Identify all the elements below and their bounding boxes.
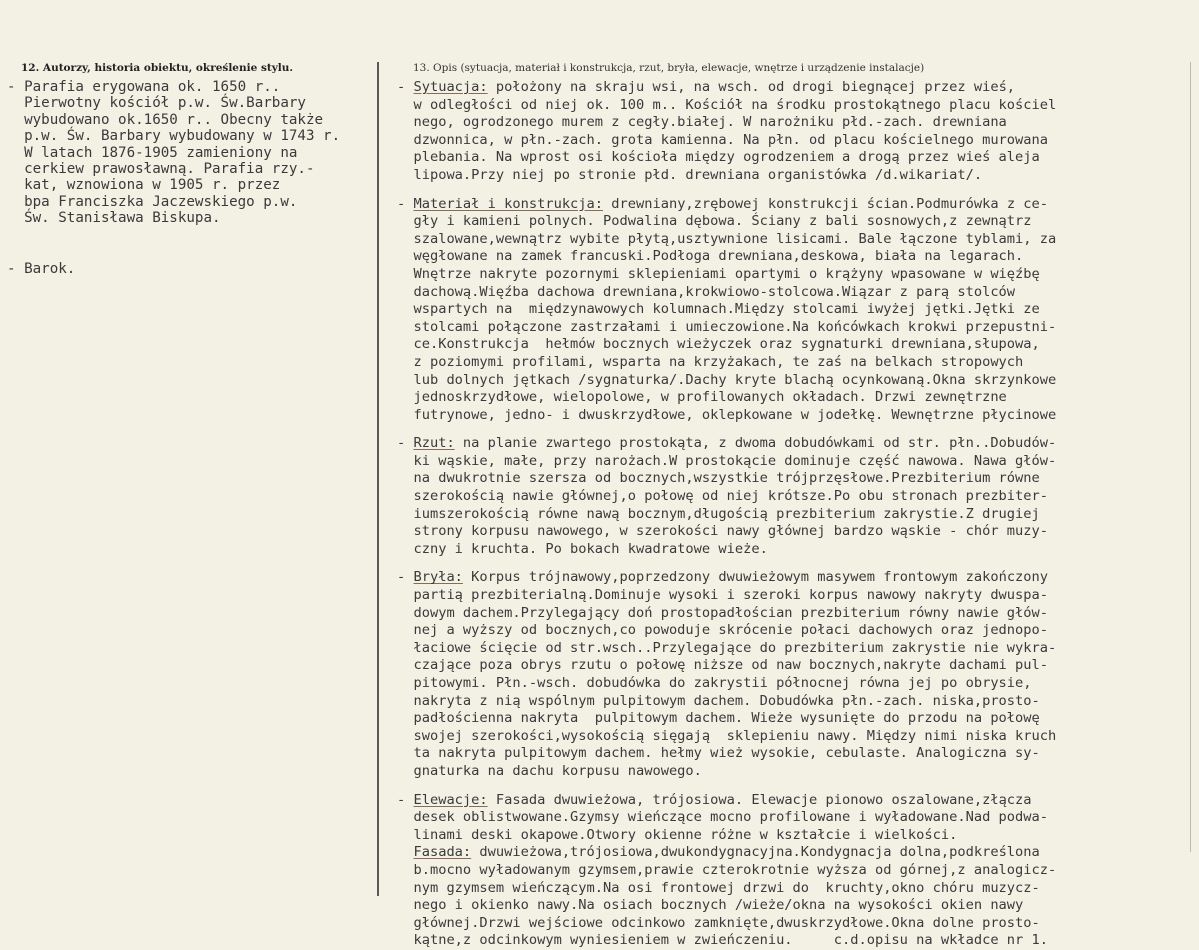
text-line: - Parafia erygowana ok. 1650 r.. xyxy=(7,79,281,95)
text-line: dzwonnica, w płn.-zach. grota kamienna. Na płn. od placu kościelnego murowana xyxy=(397,131,1049,148)
text-line: dwuwieżowa,trójosiowa,dwukondygnacyjna.Kondygnacja dolna,podkreślona xyxy=(471,844,1040,861)
column-divider xyxy=(377,62,379,896)
text-line: kątne,z odcinkowym wyniesieniem w zwieńczeniu. c.d.opisu na wkładce nr 1. xyxy=(397,932,1049,949)
text-line: gły i kamieni polnych. Podwalina dębowa. Ściany z bali sosnowych,z zewnątrz xyxy=(397,213,1032,230)
text-line: partią prezbiterialną.Dominuje wysoki i szeroki korpus nawowy nakryty dwuspa- xyxy=(397,587,1049,604)
style-block xyxy=(7,261,377,277)
text-line: strony korpusu nawowego, w szerokości nawy głównej bardzo wąskie - chór muzy- xyxy=(397,523,1049,540)
text-line: wspartych na międzynawowych kolumnach.Między stolcami iwyżej jętki.Jętki ze xyxy=(397,301,1040,318)
section-elewacje: - Elewacje: Fasada dwuwieżowa, trójosiowa. Elewacje pionowo oszalowane,złącza desek oblistwowane.Gzymsy wieńczące mocno profilowane i wyładowane.Nad podwa- linami deski okapowe.Otwory okienne różne w kształcie i wielkości. Fasada: dwuwieżowa,trójosiowa,dwukondygnacyjna.Kondygnacja dolna,podkreślona b.mocno wyładowanym gzymsem,prawie czterokrotnie wyższa od górnej,z analogicz- nym gzymsem wieńczącym.Na osi frontowej drzwi do kruchty,okno chóru muzycz- nego i okienko nawy.Na osiach bocznych /wieże/okna na wysokości okien nawy głównej.Drzwi wejściowe odcinkowo zamknięte,dwuskrzydłowe.Okna dolne prosto- kątne,z odcinkowym wyniesieniem w zwieńczeniu. c.d.opisu na wkładce nr 1. xyxy=(397,792,1193,950)
text-line: plebania. Na wprost osi kościoła między ogrodzeniem a drogą przez wieś aleja xyxy=(397,149,1040,166)
text-line: lipowa.Przy niej po stronie płd. drewniana organistówka /d.wikariat/. xyxy=(397,166,983,183)
text-line: węgłowane na zamek francuski.Podłoga drewniana,deskowa, biała na legarach. xyxy=(397,248,1024,265)
text-line: linami deski okapowe.Otwory okienne różne w kształcie i wielkości. xyxy=(397,826,958,843)
text-line: nego i okienko nawy.Na osiach bocznych /wieże/okna na wysokości okien nawy xyxy=(397,897,1024,914)
text-line: futrynowe, jedno- i dwuskrzydłowe, oklepkowane w jodełkę. Wewnętrzne płycinowe xyxy=(397,406,1057,423)
section-bryla: - Bryła: Korpus trójnawowy,poprzedzony dwuwieżowym masywem frontowym zakończony partią prezbiterialną.Dominuje wysoki i szeroki korpus nawowy nakryty dwuspa- dowym dachem.Przylegający doń prostopadłościan prezbiterium równy nawie głów- nej a wyższy od bocznych,co powoduje skrócenie połaci dachowych oraz jednopo- łaciowe ścięcie od str.wsch..Przylegające do prezbiterium zakrystie nie wykra- czające poza obrys rzutu o połowę niższe od naw bocznych,nakryte dachami pul- pitowymi. Płn.-wsch. dobudówka do zakrystii północnej równa jej po obrysie, nakryta z nią wspólnym pulpitowym dachem. Dobudówka płn.-zach. niska,prosto- padłościenna nakryta pulpitowym dachem. Wieże wysunięte do przodu na połowę swojej szerokości,wysokością sięgają sklepieniu nawy. Między nimi niska kruch ta nakryta pulpitowym dachem. hełmy wież wysokie, cebulaste. Analogiczna sy- gnaturka na dachu korpusu nawowego. xyxy=(397,569,1193,780)
text-line: nego, ogrodzonego murem z cegły.białej. W narożniku płd.-zach. drewniana xyxy=(397,114,1007,131)
text-line: na dwukrotnie szersza od bocznych,wszystkie trójprzęsłowe.Prezbiterium równe xyxy=(397,470,1040,487)
text-line: Wnętrze nakryte pozornymi sklepieniami opartymi o krążyny wpasowane w więźbę xyxy=(397,265,1040,282)
history-block xyxy=(7,79,377,227)
text-line: b.mocno wyładowanym gzymsem,prawie czterokrotnie wyższa od górnej,z analogicz- xyxy=(397,861,1057,878)
section-heading: Fasada: xyxy=(413,844,472,861)
text-line: iumszerokością równe nawą bocznym,długością prezbiterium zakrystie.Z drugiej xyxy=(397,505,1040,522)
text-line: szerokością nawie głównej,o połowę od niej krótsze.Po obu stronach prezbiter- xyxy=(397,488,1049,505)
text-line: nej a wyższy od bocznych,co powoduje skrócenie połaci dachowych oraz jednopo- xyxy=(397,622,1049,639)
text-line: czny i kruchta. Po bokach kwadratowe wieże. xyxy=(397,540,768,557)
section-heading: Sytuacja: xyxy=(413,79,488,95)
text-line: w odległości od niej ok. 100 m.. Kościół na środku prostokątnego placu kościel xyxy=(397,96,1057,113)
text-line: ki wąskie, małe, przy narożach.W prostokącie dominuje część nawowa. Nawa głów- xyxy=(397,452,1057,469)
text-line: czające poza obrys rzutu o połowę niższe od naw bocznych,nakryte dachami pul- xyxy=(397,657,1049,674)
text-line: Pierwotny kościół p.w. Św.Barbary xyxy=(7,95,306,112)
text-line: nym gzymsem wieńczącym.Na osi frontowej drzwi do kruchty,okno chóru muzycz- xyxy=(397,879,1040,896)
text-line: p.w. Św. Barbary wybudowany w 1743 r. xyxy=(7,128,341,145)
text-line: ce.Konstrukcja hełmów bocznych wieżyczek oraz sygnaturki drewniana,słupowa, xyxy=(397,336,1040,353)
text-line: lub dolnych jętkach /sygnaturka/.Dachy kryte blachą ocynkowaną.Okna skrzynkowe xyxy=(397,371,1057,388)
text-line: bpa Franciszka Jaczewskiego p.w. xyxy=(7,193,298,210)
text-line: szalowane,wewnątrz wybite płytą,usztywnione lisicami. Bale łączone tyblami, za xyxy=(397,230,1057,247)
text-line: na planie zwartego prostokąta, z dwoma dobudówkami od str. płn..Dobudów- xyxy=(454,435,1057,452)
left-column xyxy=(7,79,377,277)
text-line: - Barok. xyxy=(7,260,76,277)
text-line: Korpus trójnawowy,poprzedzony dwuwieżowym masywem frontowym zakończony xyxy=(462,569,1049,586)
text-line: ta nakryta pulpitowym dachem. hełmy wież wysokie, cebulaste. Analogiczna sy- xyxy=(397,745,1040,762)
text-line: głównej.Drzwi wejściowe odcinkowo zamknięte,dwuskrzydłowe.Okna dolne prosto- xyxy=(397,914,1040,931)
text-line: Fasada dwuwieżowa, trójosiowa. Elewacje pionowo oszalowane,złącza xyxy=(487,791,1032,808)
text-line: nakryta z nią wspólnym pulpitowym dachem. Dobudówka płn.-zach. niska,prosto- xyxy=(397,692,1040,709)
text-line: położony na skraju wsi, na wsch. od drogi biegnącej przez wieś, xyxy=(487,79,1016,95)
text-line: stolcami połączone zastrzałami i umieczowione.Na końcówkach krokwi przepustni- xyxy=(397,318,1057,335)
text-line: Św. Stanisława Biskupa. xyxy=(7,210,221,227)
left-column-header: 12. Autorzy, historia obiektu, określenie stylu. xyxy=(21,62,294,74)
text-line: swojej szerokości,wysokością sięgają sklepieniu nawy. Między nimi niska kruch xyxy=(397,727,1057,744)
section-heading: Materiał i konstrukcja: xyxy=(413,195,604,212)
text-line: padłościenna nakryta pulpitowym dachem. Wieże wysunięte do przodu na połowę xyxy=(397,710,1040,727)
section-heading: Elewacje: xyxy=(413,791,488,808)
text-line: wybudowano ok.1650 r.. Obecny także xyxy=(7,111,324,128)
text-line: dowym dachem.Przylegający doń prostopadłościan prezbiterium równy nawie głów- xyxy=(397,604,1049,621)
text-line: desek oblistwowane.Gzymsy wieńczące mocno profilowane i wyładowane.Nad podwa- xyxy=(397,809,1049,826)
text-line: łaciowe ścięcie od str.wsch..Przylegające do prezbiterium zakrystie nie wykra- xyxy=(397,639,1057,656)
section-material: - Materiał i konstrukcja: drewniany,zrębowej konstrukcji ścian.Podmurówka z ce- gły i kamieni polnych. Podwalina dębowa. Ściany z bali sosnowych,z zewnątrz szalowane,wewnątrz wybite płytą,usztywnione lisicami. Bale łączone tyblami, za węgłowane na zamek francuski.Podłoga drewniana,deskowa, biała na legarach. Wnętrze nakryte pozornymi sklepieniami opartymi o krążyny wpasowane w więźbę dachową.Więźba dachowa drewniana,krokwiowo-stolcowa.Wiązar z parą stolców wspartych na międzynawowych kolumnach.Między stolcami iwyżej jętki.Jętki ze stolcami połączone zastrzałami i umieczowione.Na końcówkach krokwi przepustni- ce.Konstrukcja hełmów bocznych wieżyczek oraz sygnaturki drewniana,słupowa, z poziomymi profilami, wsparta na krzyżakach, te zaś na belkach stropowych lub dolnych jętkach /sygnaturka/.Dachy kryte blachą ocynkowaną.Okna skrzynkowe jednoskrzydłowe, wielopolowe, w profilowanych okładach. Drzwi zewnętrzne futrynowe, jedno- i dwuskrzydłowe, oklepkowane w jodełkę. Wewnętrzne płycinowe xyxy=(397,196,1193,425)
text-line: jednoskrzydłowe, wielopolowe, w profilowanych okładach. Drzwi zewnętrzne xyxy=(397,389,1007,406)
section-heading: Bryła: xyxy=(413,569,463,586)
right-column-header: 13. Opis (sytuacja, materiał i konstrukcja, rzut, bryła, elewacje, wnętrze i urządzenie instalacje) xyxy=(413,62,925,74)
section-sytuacja: - Sytuacja: położony na skraju wsi, na wsch. od drogi biegnącej przez wieś, w odległości od niej ok. 100 m.. Kościół na środku prostokątnego placu kościel nego, ogrodzonego murem z cegły.białej. W narożniku płd.-zach. drewniana dzwonnica, w płn.-zach. grota kamienna. Na płn. od placu kościelnego murowana plebania. Na wprost osi kościoła między ogrodzeniem a drogą przez wieś aleja lipowa.Przy niej po stronie płd. drewniana organistówka /d.wikariat/. xyxy=(397,79,1193,185)
text-line: gnaturka na dachu korpusu nawowego. xyxy=(397,762,702,779)
text-line: W latach 1876-1905 zamieniony na xyxy=(7,144,298,161)
section-heading: Rzut: xyxy=(413,435,455,452)
text-line: kat, wznowiona w 1905 r. przez xyxy=(7,177,281,194)
text-line: pitowymi. Płn.-wsch. dobudówka do zakrystii północnej równa jej po obrysie, xyxy=(397,675,1032,691)
text-line: dachową.Więźba dachowa drewniana,krokwiowo-stolcowa.Wiązar z parą stolców xyxy=(397,283,1016,300)
text-line: cerkiew prawosławną. Parafia rzy.- xyxy=(7,160,315,177)
text-line: z poziomymi profilami, wsparta na krzyżakach, te zaś na belkach stropowych xyxy=(397,353,1024,370)
text-line: drewniany,zrębowej konstrukcji ścian.Podmurówka z ce- xyxy=(603,195,1049,212)
section-rzut: - Rzut: na planie zwartego prostokąta, z dwoma dobudówkami od str. płn..Dobudów- ki wąskie, małe, przy narożach.W prostokącie dominuje część nawowa. Nawa głów- na dwukrotnie szersza od bocznych,wszystkie trójprzęsłowe.Prezbiterium równe szerokością nawie głównej,o połowę od niej krótsze.Po obu stronach prezbiter- iumszerokością równe nawą bocznym,długością prezbiterium zakrystie.Z drugiej strony korpusu nawowego, w szerokości nawy głównej bardzo wąskie - chór muzy- czny i kruchta. Po bokach kwadratowe wieże. xyxy=(397,435,1193,558)
right-column xyxy=(397,79,1193,950)
